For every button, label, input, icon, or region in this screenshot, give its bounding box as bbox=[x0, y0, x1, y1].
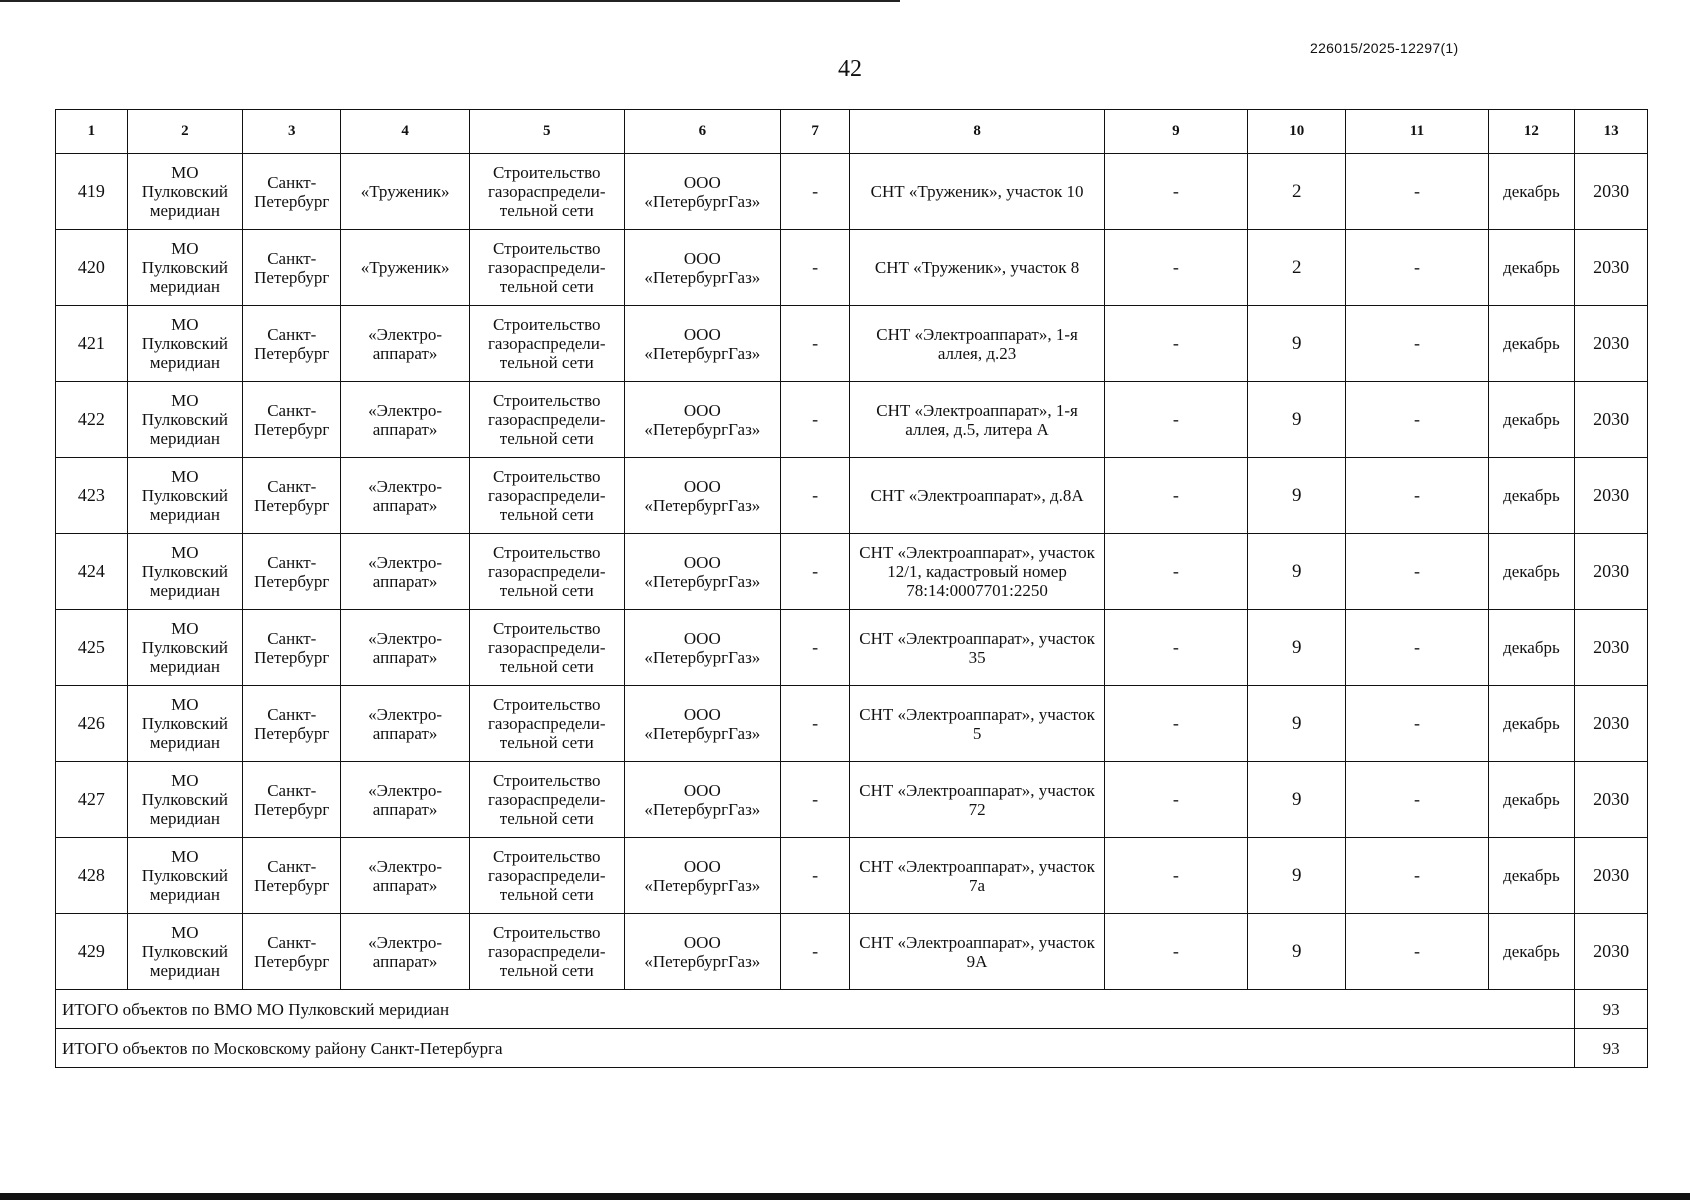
table-cell-col8: СНТ «Электроаппарат», участок 12/1, кадастровый номер 78:14:0007701:2250 bbox=[850, 534, 1104, 610]
table-cell-col10: 9 bbox=[1248, 306, 1346, 382]
table-cell-col7: - bbox=[780, 382, 849, 458]
table-cell-col10: 9 bbox=[1248, 838, 1346, 914]
table-cell-col4: «Труженик» bbox=[341, 230, 469, 306]
table-cell-col10: 9 bbox=[1248, 534, 1346, 610]
table-cell-col1: 429 bbox=[56, 914, 128, 990]
table-row bbox=[56, 610, 1648, 686]
table-row bbox=[56, 686, 1648, 762]
table-cell-col10: 9 bbox=[1248, 610, 1346, 686]
column-header-10: 10 bbox=[1248, 110, 1346, 154]
table-cell-col13: 2030 bbox=[1575, 458, 1648, 534]
table-cell-col2: МО Пулковский меридиан bbox=[127, 306, 242, 382]
table-cell-col13: 2030 bbox=[1575, 230, 1648, 306]
table-cell-col3: Санкт-Петербург bbox=[243, 534, 341, 610]
table-cell-col13: 2030 bbox=[1575, 382, 1648, 458]
table-row bbox=[56, 458, 1648, 534]
table-cell-col6: ООО «ПетербургГаз» bbox=[624, 610, 780, 686]
column-header-3: 3 bbox=[243, 110, 341, 154]
column-header-7: 7 bbox=[780, 110, 849, 154]
table-cell-col1: 428 bbox=[56, 838, 128, 914]
table-cell-col6: ООО «ПетербургГаз» bbox=[624, 230, 780, 306]
table-cell-col1: 426 bbox=[56, 686, 128, 762]
table-cell-col9: - bbox=[1104, 230, 1247, 306]
table-cell-col5: Строительство газораспредели-тельной сети bbox=[469, 762, 624, 838]
table-cell-col3: Санкт-Петербург bbox=[243, 762, 341, 838]
table-row bbox=[56, 306, 1648, 382]
table-cell-col1: 424 bbox=[56, 534, 128, 610]
table-cell-col7: - bbox=[780, 534, 849, 610]
table-cell-col1: 419 bbox=[56, 154, 128, 230]
data-table bbox=[55, 109, 1648, 1068]
table-cell-col12: декабрь bbox=[1488, 534, 1575, 610]
table-cell-col12: декабрь bbox=[1488, 458, 1575, 534]
table-row bbox=[56, 534, 1648, 610]
table-cell-col13: 2030 bbox=[1575, 914, 1648, 990]
table-cell-col8: СНТ «Электроаппарат», д.8А bbox=[850, 458, 1104, 534]
table-cell-col8: СНТ «Электроаппарат», 1-я аллея, д.5, литера А bbox=[850, 382, 1104, 458]
table-cell-col3: Санкт-Петербург bbox=[243, 306, 341, 382]
column-header-6: 6 bbox=[624, 110, 780, 154]
table-cell-col11: - bbox=[1346, 534, 1488, 610]
table-cell-col3: Санкт-Петербург bbox=[243, 382, 341, 458]
table-cell-col4: «Электро-аппарат» bbox=[341, 610, 469, 686]
table-cell-col4: «Труженик» bbox=[341, 154, 469, 230]
table-cell-col9: - bbox=[1104, 154, 1247, 230]
table-cell-col12: декабрь bbox=[1488, 838, 1575, 914]
table-cell-col4: «Электро-аппарат» bbox=[341, 534, 469, 610]
table-cell-col6: ООО «ПетербургГаз» bbox=[624, 382, 780, 458]
table-cell-col8: СНТ «Электроаппарат», участок 72 bbox=[850, 762, 1104, 838]
table-cell-col5: Строительство газораспредели-тельной сети bbox=[469, 306, 624, 382]
table-cell-col5: Строительство газораспредели-тельной сети bbox=[469, 534, 624, 610]
table-cell-col5: Строительство газораспредели-тельной сети bbox=[469, 154, 624, 230]
table-cell-col13: 2030 bbox=[1575, 610, 1648, 686]
table-cell-col5: Строительство газораспредели-тельной сети bbox=[469, 230, 624, 306]
column-header-1: 1 bbox=[56, 110, 128, 154]
table-cell-col8: СНТ «Электроаппарат», участок 5 bbox=[850, 686, 1104, 762]
table-cell-col9: - bbox=[1104, 534, 1247, 610]
table-cell-col2: МО Пулковский меридиан bbox=[127, 686, 242, 762]
table-cell-col2: МО Пулковский меридиан bbox=[127, 382, 242, 458]
table-cell-col7: - bbox=[780, 458, 849, 534]
table-cell-col9: - bbox=[1104, 458, 1247, 534]
table-cell-col7: - bbox=[780, 306, 849, 382]
table-cell-col10: 9 bbox=[1248, 382, 1346, 458]
table-cell-col6: ООО «ПетербургГаз» bbox=[624, 306, 780, 382]
table-cell-col12: декабрь bbox=[1488, 914, 1575, 990]
table-cell-col8: СНТ «Электроаппарат», участок 9А bbox=[850, 914, 1104, 990]
table-cell-col4: «Электро-аппарат» bbox=[341, 762, 469, 838]
table-cell-col2: МО Пулковский меридиан bbox=[127, 914, 242, 990]
table-cell-col5: Строительство газораспредели-тельной сети bbox=[469, 686, 624, 762]
table-cell-col9: - bbox=[1104, 762, 1247, 838]
table-cell-col12: декабрь bbox=[1488, 306, 1575, 382]
table-cell-col6: ООО «ПетербургГаз» bbox=[624, 838, 780, 914]
table-cell-col13: 2030 bbox=[1575, 306, 1648, 382]
table-cell-col13: 2030 bbox=[1575, 838, 1648, 914]
table-row bbox=[56, 838, 1648, 914]
table-cell-col11: - bbox=[1346, 838, 1488, 914]
page-number: 42 bbox=[838, 56, 862, 82]
total-row bbox=[56, 990, 1648, 1029]
table-cell-col3: Санкт-Петербург bbox=[243, 686, 341, 762]
document-id: 226015/2025-12297(1) bbox=[1310, 40, 1459, 56]
table-cell-col10: 9 bbox=[1248, 762, 1346, 838]
table-cell-col2: МО Пулковский меридиан bbox=[127, 154, 242, 230]
total-label: ИТОГО объектов по ВМО МО Пулковский меридиан bbox=[56, 990, 1575, 1029]
table-cell-col3: Санкт-Петербург bbox=[243, 610, 341, 686]
table-row bbox=[56, 914, 1648, 990]
table-cell-col12: декабрь bbox=[1488, 762, 1575, 838]
table-cell-col1: 421 bbox=[56, 306, 128, 382]
table-cell-col1: 423 bbox=[56, 458, 128, 534]
table-cell-col9: - bbox=[1104, 686, 1247, 762]
table-cell-col12: декабрь bbox=[1488, 686, 1575, 762]
table-cell-col7: - bbox=[780, 762, 849, 838]
table-cell-col11: - bbox=[1346, 762, 1488, 838]
table-cell-col3: Санкт-Петербург bbox=[243, 458, 341, 534]
table-cell-col4: «Электро-аппарат» bbox=[341, 382, 469, 458]
table-cell-col3: Санкт-Петербург bbox=[243, 914, 341, 990]
table-cell-col7: - bbox=[780, 914, 849, 990]
table-cell-col10: 2 bbox=[1248, 230, 1346, 306]
column-header-2: 2 bbox=[127, 110, 242, 154]
table-cell-col11: - bbox=[1346, 154, 1488, 230]
table-row bbox=[56, 382, 1648, 458]
column-header-12: 12 bbox=[1488, 110, 1575, 154]
table-cell-col2: МО Пулковский меридиан bbox=[127, 230, 242, 306]
column-header-8: 8 bbox=[850, 110, 1104, 154]
table-cell-col2: МО Пулковский меридиан bbox=[127, 534, 242, 610]
column-header-11: 11 bbox=[1346, 110, 1488, 154]
table-cell-col4: «Электро-аппарат» bbox=[341, 458, 469, 534]
total-row bbox=[56, 1029, 1648, 1068]
table-cell-col5: Строительство газораспредели-тельной сети bbox=[469, 382, 624, 458]
table-cell-col11: - bbox=[1346, 686, 1488, 762]
scan-top-edge bbox=[0, 0, 900, 2]
table-cell-col10: 9 bbox=[1248, 914, 1346, 990]
table-cell-col7: - bbox=[780, 154, 849, 230]
table-cell-col7: - bbox=[780, 610, 849, 686]
table-cell-col12: декабрь bbox=[1488, 230, 1575, 306]
table-cell-col5: Строительство газораспредели-тельной сети bbox=[469, 458, 624, 534]
column-header-4: 4 bbox=[341, 110, 469, 154]
table-cell-col3: Санкт-Петербург bbox=[243, 838, 341, 914]
table-cell-col11: - bbox=[1346, 610, 1488, 686]
column-header-5: 5 bbox=[469, 110, 624, 154]
table-cell-col11: - bbox=[1346, 382, 1488, 458]
column-header-9: 9 bbox=[1104, 110, 1247, 154]
table-cell-col3: Санкт-Петербург bbox=[243, 230, 341, 306]
total-value: 93 bbox=[1575, 990, 1648, 1029]
table-cell-col8: СНТ «Электроаппарат», 1-я аллея, д.23 bbox=[850, 306, 1104, 382]
table-row bbox=[56, 154, 1648, 230]
table-cell-col9: - bbox=[1104, 610, 1247, 686]
table-cell-col5: Строительство газораспредели-тельной сети bbox=[469, 610, 624, 686]
table-cell-col2: МО Пулковский меридиан bbox=[127, 762, 242, 838]
table-row bbox=[56, 230, 1648, 306]
table-cell-col12: декабрь bbox=[1488, 610, 1575, 686]
table-cell-col6: ООО «ПетербургГаз» bbox=[624, 534, 780, 610]
table-cell-col11: - bbox=[1346, 306, 1488, 382]
table-cell-col9: - bbox=[1104, 838, 1247, 914]
table-cell-col13: 2030 bbox=[1575, 762, 1648, 838]
table-cell-col12: декабрь bbox=[1488, 154, 1575, 230]
table-cell-col10: 9 bbox=[1248, 458, 1346, 534]
table-cell-col6: ООО «ПетербургГаз» bbox=[624, 686, 780, 762]
table-cell-col2: МО Пулковский меридиан bbox=[127, 838, 242, 914]
table-cell-col4: «Электро-аппарат» bbox=[341, 686, 469, 762]
column-number-row bbox=[56, 110, 1648, 154]
table-cell-col7: - bbox=[780, 230, 849, 306]
table-cell-col9: - bbox=[1104, 382, 1247, 458]
table-cell-col12: декабрь bbox=[1488, 382, 1575, 458]
table-row bbox=[56, 762, 1648, 838]
table-cell-col8: СНТ «Труженик», участок 10 bbox=[850, 154, 1104, 230]
scan-bottom-edge bbox=[0, 1193, 1690, 1200]
table-cell-col10: 2 bbox=[1248, 154, 1346, 230]
table-cell-col2: МО Пулковский меридиан bbox=[127, 610, 242, 686]
table-cell-col11: - bbox=[1346, 914, 1488, 990]
table-cell-col6: ООО «ПетербургГаз» bbox=[624, 762, 780, 838]
table-cell-col13: 2030 bbox=[1575, 154, 1648, 230]
table-cell-col1: 422 bbox=[56, 382, 128, 458]
table-cell-col1: 420 bbox=[56, 230, 128, 306]
column-header-13: 13 bbox=[1575, 110, 1648, 154]
table-cell-col5: Строительство газораспредели-тельной сети bbox=[469, 838, 624, 914]
table-cell-col11: - bbox=[1346, 230, 1488, 306]
table-cell-col6: ООО «ПетербургГаз» bbox=[624, 914, 780, 990]
table-cell-col8: СНТ «Труженик», участок 8 bbox=[850, 230, 1104, 306]
table-cell-col13: 2030 bbox=[1575, 686, 1648, 762]
table-cell-col6: ООО «ПетербургГаз» bbox=[624, 154, 780, 230]
table-cell-col9: - bbox=[1104, 306, 1247, 382]
table-cell-col4: «Электро-аппарат» bbox=[341, 838, 469, 914]
table-cell-col11: - bbox=[1346, 458, 1488, 534]
table-cell-col3: Санкт-Петербург bbox=[243, 154, 341, 230]
table-cell-col5: Строительство газораспредели-тельной сети bbox=[469, 914, 624, 990]
table-cell-col4: «Электро-аппарат» bbox=[341, 306, 469, 382]
table-cell-col1: 425 bbox=[56, 610, 128, 686]
table-cell-col7: - bbox=[780, 838, 849, 914]
table-cell-col9: - bbox=[1104, 914, 1247, 990]
table-cell-col6: ООО «ПетербургГаз» bbox=[624, 458, 780, 534]
total-value: 93 bbox=[1575, 1029, 1648, 1068]
table-cell-col10: 9 bbox=[1248, 686, 1346, 762]
table-cell-col8: СНТ «Электроаппарат», участок 35 bbox=[850, 610, 1104, 686]
table-cell-col13: 2030 bbox=[1575, 534, 1648, 610]
table-cell-col2: МО Пулковский меридиан bbox=[127, 458, 242, 534]
table-cell-col4: «Электро-аппарат» bbox=[341, 914, 469, 990]
table-cell-col1: 427 bbox=[56, 762, 128, 838]
table-cell-col8: СНТ «Электроаппарат», участок 7а bbox=[850, 838, 1104, 914]
table-cell-col7: - bbox=[780, 686, 849, 762]
total-label: ИТОГО объектов по Московскому району Санкт-Петербурга bbox=[56, 1029, 1575, 1068]
